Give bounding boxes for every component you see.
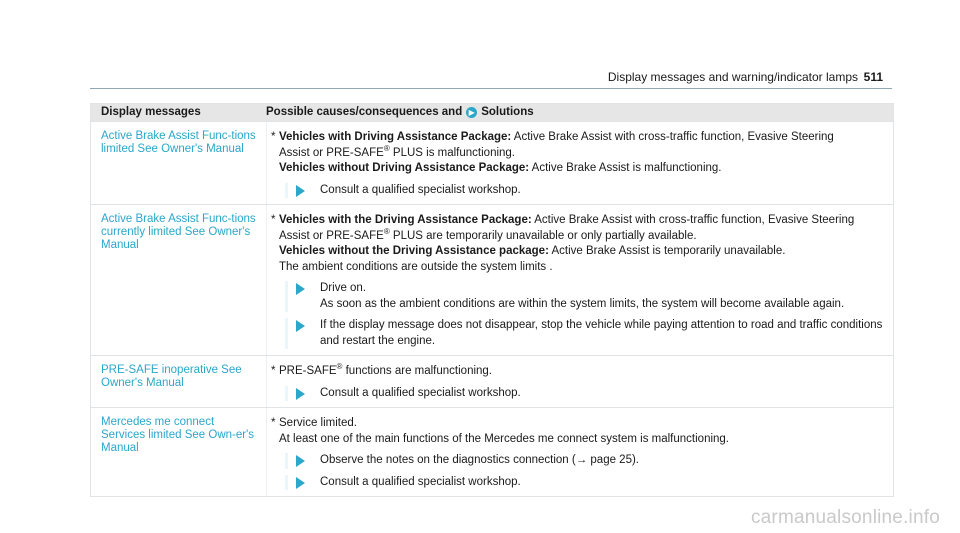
solution-text: Consult a qualified specialist workshop.	[320, 183, 521, 196]
cause-text: Assist or PRE-SAFE	[279, 146, 384, 159]
display-message: PRE-SAFE inoperative See Owner's Manual	[101, 364, 242, 389]
cause-text: Active Brake Assist is temporarily unavailable.	[548, 245, 786, 257]
table-body	[91, 121, 893, 496]
cause-text: functions are malfunctioning.	[342, 365, 493, 377]
solution-step	[285, 475, 885, 491]
cause-line	[267, 432, 885, 448]
cause-text: Service limited.	[279, 417, 357, 429]
vehicle-condition: Vehicles without the Driving Assistance package:	[279, 245, 549, 257]
cause-line	[267, 364, 885, 380]
solution-step	[285, 183, 885, 199]
vehicle-condition: Vehicles with Driving Assistance Package:	[279, 131, 512, 143]
cause-line	[267, 143, 885, 162]
registered-mark: ®	[383, 226, 390, 236]
page-number: 511	[863, 70, 883, 84]
causes-cell	[266, 408, 893, 496]
cause-line	[267, 226, 885, 245]
cause-text: PLUS is malfunctioning.	[389, 146, 516, 159]
cause-text: PRE-SAFE	[279, 365, 337, 377]
header-title: Display messages and warning/indicator lamps	[607, 70, 858, 84]
cause-line	[267, 130, 885, 146]
solution-step	[285, 386, 885, 402]
solution-text: As soon as the ambient conditions are within the system limits, the system will become available again.	[320, 297, 845, 310]
table-row	[91, 121, 893, 204]
display-message: Active Brake Assist Func-tions currently limited See Owner's Manual	[101, 213, 256, 251]
step-arrow-icon	[296, 283, 305, 295]
vehicle-condition: Vehicles with the Driving Assistance Package:	[279, 214, 532, 226]
asterisk-marker: *	[271, 214, 276, 226]
cause-text: Active Brake Assist is malfunctioning.	[529, 162, 722, 174]
step-arrow-icon	[296, 388, 305, 400]
col-causes-header	[266, 105, 893, 121]
cause-line	[267, 213, 885, 229]
solution-step	[285, 453, 885, 469]
cause-text: The ambient conditions are outside the system limits .	[279, 260, 553, 273]
cause-line	[267, 260, 885, 276]
cause-line	[267, 161, 885, 177]
page-header	[0, 0, 960, 90]
solution-step	[285, 281, 885, 312]
table-row	[91, 204, 893, 355]
table-row	[91, 407, 893, 496]
display-message: Mercedes me connect Services limited See Own-er's Manual	[101, 416, 255, 454]
col-messages-header: Display messages	[101, 105, 201, 118]
cause-text: At least one of the main functions of the Mercedes me connect system is malfunctioning.	[279, 432, 730, 445]
solution-text: If the display message does not disappear, stop the vehicle while paying attention to road and traffic conditions and restart the engine.	[320, 319, 883, 347]
solution-text: Consult a qualified specialist workshop.	[320, 475, 521, 488]
solution-text: Consult a qualified specialist workshop.	[320, 386, 521, 399]
causes-cell	[266, 205, 893, 355]
causes-cell	[266, 356, 893, 407]
step-arrow-icon	[296, 320, 305, 332]
cause-text: Active Brake Assist with cross-traffic function, Evasive Steering	[511, 131, 834, 143]
col-causes-label: Possible causes/consequences and	[266, 105, 463, 118]
solution-step	[285, 318, 885, 349]
cause-text: Assist or PRE-SAFE	[279, 229, 384, 242]
causes-cell	[266, 122, 893, 204]
step-arrow-icon	[296, 477, 305, 489]
solution-text: Observe the notes on the diagnostics connection (→ page 25).	[320, 454, 640, 466]
solutions-arrow-icon: ▶	[466, 107, 477, 118]
asterisk-marker: *	[271, 365, 276, 377]
registered-mark: ®	[383, 143, 390, 153]
cause-line	[267, 416, 885, 432]
watermark: carmanualsonline.info	[750, 507, 940, 528]
vehicle-condition: Vehicles without Driving Assistance Package:	[279, 162, 530, 174]
solution-text: Drive on.	[320, 282, 367, 294]
asterisk-marker: *	[271, 417, 276, 429]
col-solutions-label: Solutions	[481, 105, 534, 118]
registered-mark: ®	[336, 362, 343, 372]
step-arrow-icon	[296, 455, 305, 467]
header-rule	[90, 88, 892, 89]
cause-text: PLUS are temporarily unavailable or only partially available.	[389, 229, 697, 242]
display-message: Active Brake Assist Func-tions limited See Owner's Manual	[101, 130, 256, 155]
messages-table	[90, 103, 894, 497]
step-arrow-icon	[296, 185, 305, 197]
cause-line	[267, 244, 885, 260]
cause-text: Active Brake Assist with cross-traffic function, Evasive Steering	[531, 214, 855, 226]
asterisk-marker: *	[271, 131, 276, 143]
table-row	[91, 355, 893, 407]
table-header	[91, 104, 893, 121]
